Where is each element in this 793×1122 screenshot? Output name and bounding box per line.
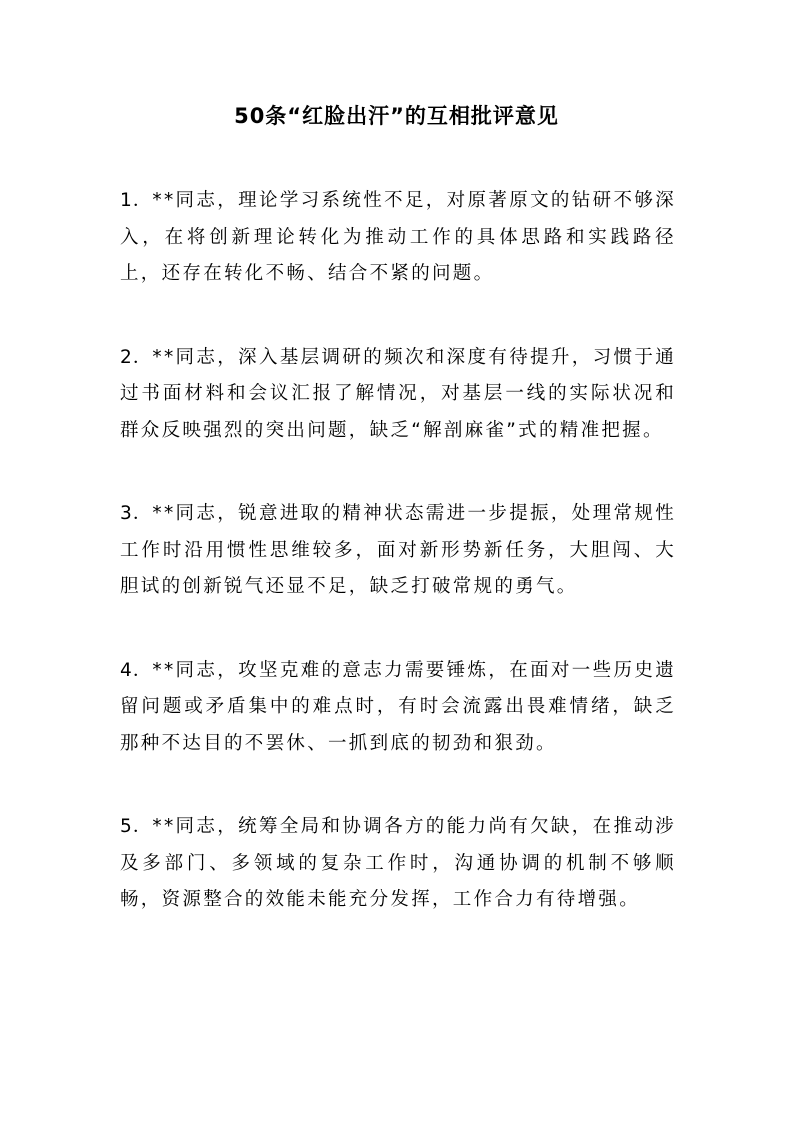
document-title: 50条“红脸出汗”的互相批评意见 [234,104,559,128]
item-text: **同志，深入基层调研的频次和深度有待提升，习惯于通过书面材料和会议汇报了解情况，对基层一线的实际状况和群众反映强烈的突出问题，缺乏“解剖麻雀”式的精准把握。 [120,346,676,441]
list-item [120,340,676,450]
list-item [120,653,676,763]
document-body [120,183,676,966]
item-number: 3． [120,503,153,524]
item-text: **同志，攻坚克难的意志力需要锤炼，在面对一些历史遗留问题或矛盾集中的难点时，有时会流露出畏难情绪，缺乏那种不达目的不罢休、一抓到底的韧劲和狠劲。 [120,659,676,754]
list-item [120,496,676,606]
item-text: **同志，锐意进取的精神状态需进一步提振，处理常规性工作时沿用惯性思维较多，面对新形势新任务，大胆闯、大胆试的创新锐气还显不足，缺乏打破常规的勇气。 [120,503,676,597]
item-number: 5． [120,816,153,837]
list-item [120,183,676,293]
list-item [120,809,676,919]
item-number: 1． [120,190,153,211]
item-text: **同志，统筹全局和协调各方的能力尚有欠缺，在推动涉及多部门、多领域的复杂工作时，沟通协调的机制不够顺畅，资源整合的效能未能充分发挥，工作合力有待增强。 [120,816,676,910]
item-text: **同志，理论学习系统性不足，对原著原文的钻研不够深入，在将创新理论转化为推动工作的具体思路和实践路径上，还存在转化不畅、结合不紧的问题。 [120,190,676,284]
item-number: 4． [120,659,153,681]
item-number: 2． [120,346,153,368]
